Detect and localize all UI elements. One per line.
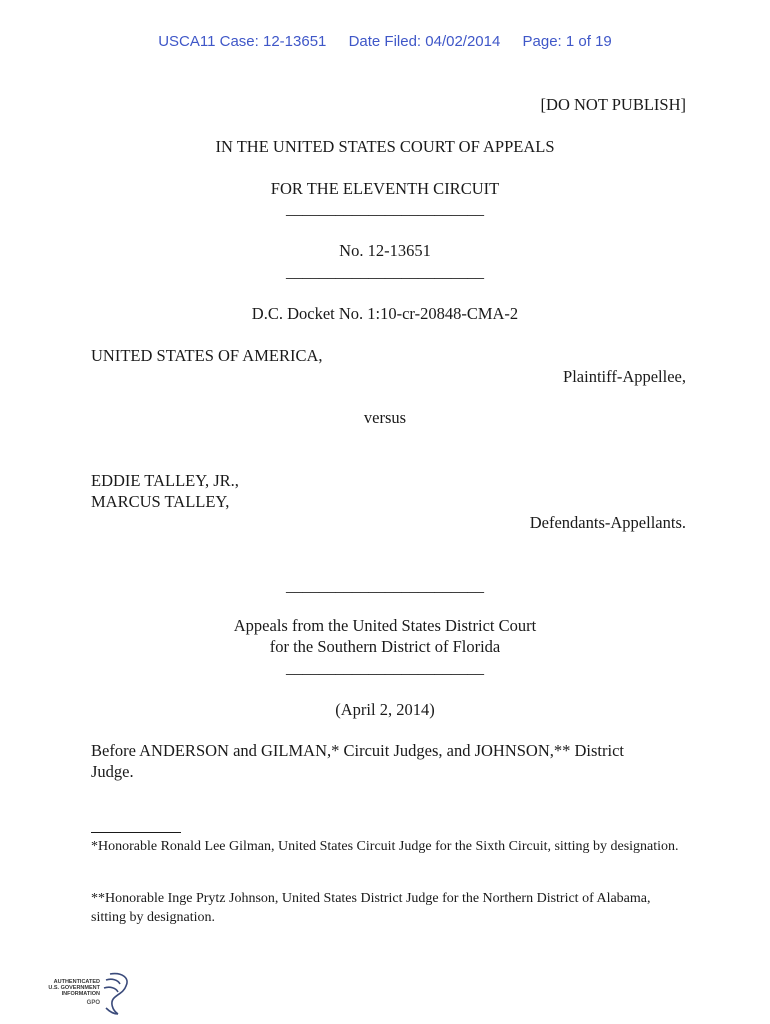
appeal-line-2: for the Southern District of Florida — [269, 637, 501, 656]
date-filed-header: Date Filed: 04/02/2014 — [348, 33, 501, 50]
footnote-2: **Honorable Inge Prytz Johnson, United States District Judge for the Northern District of Alabama, sitting by designation. — [91, 891, 651, 925]
seal-line-4: GPO — [86, 1000, 100, 1006]
seal-line-1: AUTHENTICATED — [53, 979, 100, 985]
footnote-1: *Honorable Ronald Lee Gilman, United States Circuit Judge for the Sixth Circuit, sitting by designation. — [91, 839, 679, 854]
court-name: IN THE UNITED STATES COURT OF APPEALS — [215, 137, 555, 156]
rule-3: ________________________ — [286, 576, 484, 595]
gpo-authentication-seal — [40, 970, 135, 1018]
page-number-header: Page: 1 of 19 — [522, 33, 612, 50]
plaintiff-role: Plaintiff-Appellee, — [563, 367, 686, 386]
circuit-name: FOR THE ELEVENTH CIRCUIT — [270, 179, 500, 198]
seal-line-2: U.S. GOVERNMENT — [48, 985, 100, 991]
page-header — [0, 33, 770, 50]
defendant-2: MARCUS TALLEY, — [91, 492, 230, 511]
defendant-role: Defendants-Appellants. — [529, 513, 686, 532]
publish-note: [DO NOT PUBLISH] — [540, 95, 686, 114]
footnote-divider — [91, 832, 181, 833]
rule-1: ________________________ — [286, 199, 484, 218]
decision-date: (April 2, 2014) — [335, 700, 435, 719]
case-number: No. 12-13651 — [339, 241, 431, 260]
rule-4: ________________________ — [286, 658, 484, 677]
plaintiff: UNITED STATES OF AMERICA, — [91, 346, 323, 365]
seal-line-3: INFORMATION — [61, 991, 100, 997]
before-line-2: Judge. — [91, 762, 134, 781]
defendant-1: EDDIE TALLEY, JR., — [91, 471, 239, 490]
docket-number: D.C. Docket No. 1:10-cr-20848-CMA-2 — [251, 304, 519, 323]
rule-2: ________________________ — [286, 262, 484, 281]
before-line-1: Before ANDERSON and GILMAN,* Circuit Judges, and JOHNSON,** District — [91, 741, 624, 760]
appeal-line-1: Appeals from the United States District Court — [233, 616, 537, 635]
case-number-header: USCA11 Case: 12-13651 — [158, 33, 327, 50]
versus: versus — [363, 408, 407, 427]
eagle-icon — [104, 974, 127, 1014]
